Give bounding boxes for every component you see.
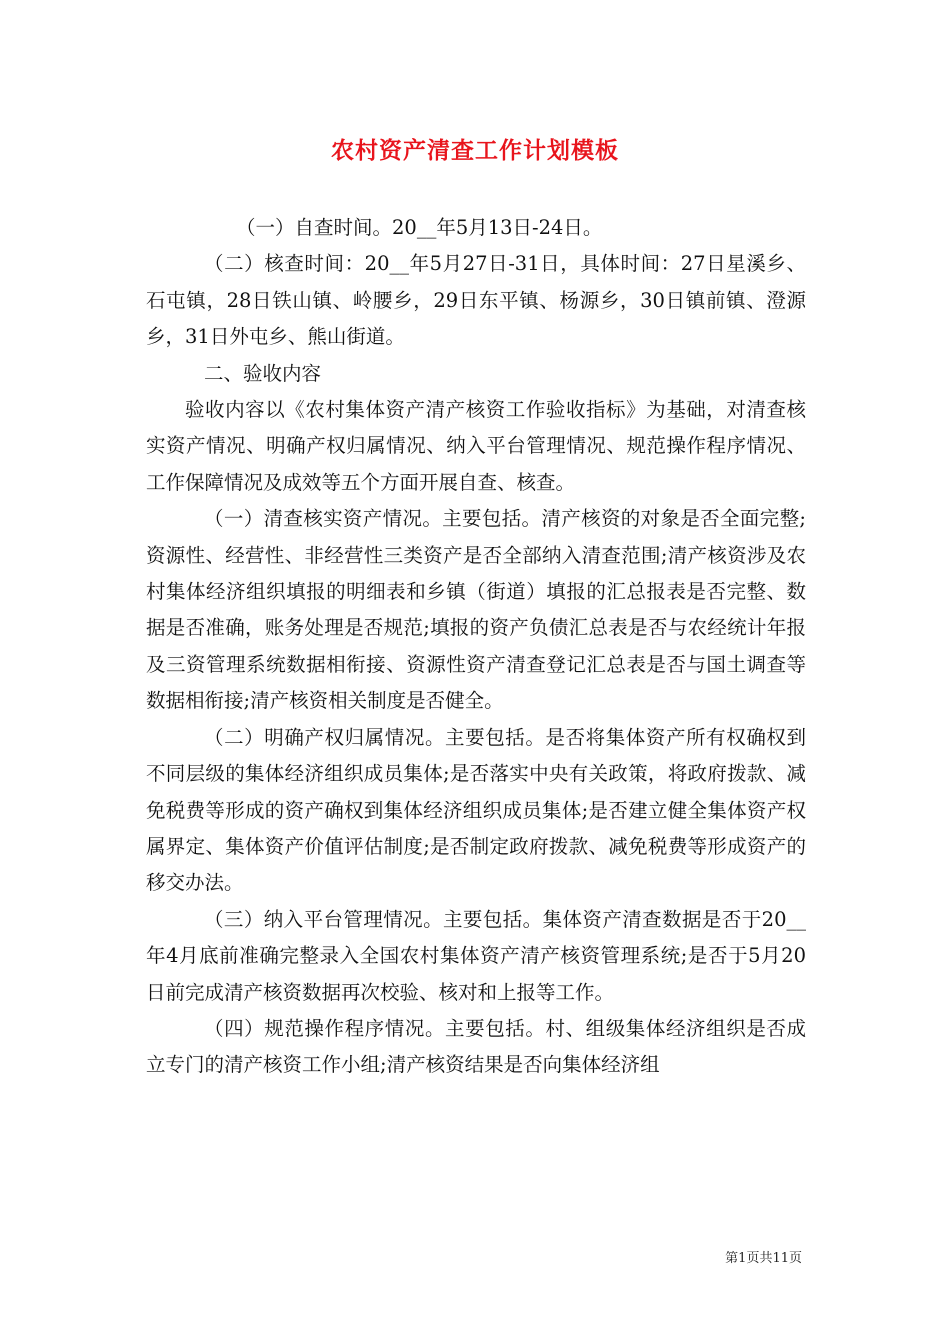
section-heading-acceptance-content: 二、验收内容 [204, 361, 322, 385]
paragraph-self-check-time: （一）自查时间。20__年5月13日-24日。 [236, 216, 603, 239]
paragraph-standard-procedure: （四）规范操作程序情况。主要包括。村、组级集体经济组织是否成立专门的清产核资工作小组;清产核资结果是否向集体经济组 [146, 1016, 806, 1077]
paragraph-acceptance-overview: 验收内容以《农村集体资产清产核资工作验收指标》为基础，对清查核实资产情况、明确产权归属情况、纳入平台管理情况、规范操作程序情况、工作保障情况及成效等五个方面开展自查、核查。 [146, 398, 806, 494]
page-number: 第1页共11页 [725, 1251, 802, 1266]
paragraph-asset-verification: （一）清查核实资产情况。主要包括。清产核资的对象是否全面完整;资源性、经营性、非经营性三类资产是否全部纳入清查范围;清产核资涉及农村集体经济组织填报的明细表和乡镇（街道）填报的汇总报表是否完整、数据是否准确，账务处理是否规范;填报的资产负债汇总表是否与农经统计年报及三资管理系统数据相衔接、资源性资产清查登记汇总表是否与国土调查等数据相衔接;清产核资相关制度是否健全。 [146, 507, 806, 713]
document-title: 农村资产清查工作计划模板 [331, 137, 619, 164]
paragraph-property-rights: （二）明确产权归属情况。主要包括。是否将集体资产所有权确权到不同层级的集体经济组织成员集体;是否落实中央有关政策，将政府拨款、减免税费等形成的资产确权到集体经济组织成员集体;是否建立健全集体资产权属界定、集体资产价值评估制度;是否制定政府拨款、减免税费等形成资产的移交办法。 [146, 725, 806, 895]
paragraph-verification-time: （二）核查时间：20__年5月27日-31日，具体时间：27日星溪乡、石屯镇，28日铁山镇、岭腰乡，29日东平镇、杨源乡，30日镇前镇、澄源乡，31日外屯乡、熊山街道。 [146, 252, 806, 349]
paragraph-platform-management: （三）纳入平台管理情况。主要包括。集体资产清查数据是否于20__年4月底前准确完整录入全国农村集体资产清产核资管理系统;是否于5月20日前完成清产核资数据再次校验、核对和上报等工作。 [146, 907, 806, 1004]
document-body [146, 210, 806, 1084]
